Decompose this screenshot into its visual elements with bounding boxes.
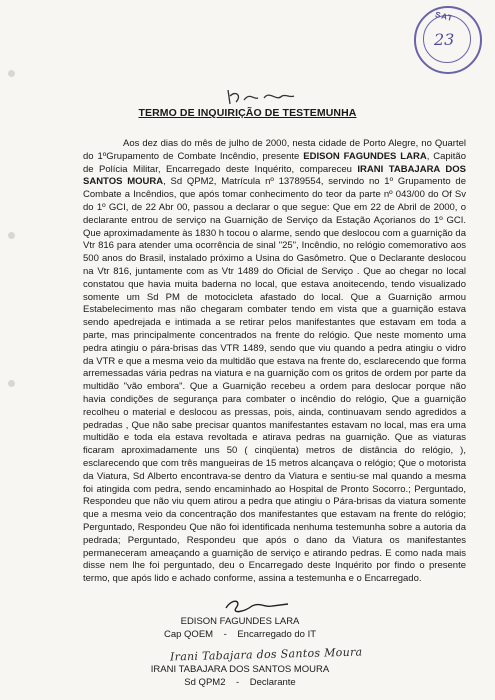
- officer-signature-name: EDISON FAGUNDES LARA: [180, 616, 300, 627]
- punch-hole: [8, 380, 15, 387]
- testimony-body: [83, 138, 466, 586]
- witness-name: IRANI TABAJARA DOS SANTOS MOURA: [83, 163, 467, 188]
- stamp-text: SAT: [434, 9, 455, 24]
- punch-hole: [8, 70, 15, 77]
- body-text: , Sd QPM2, Matrícula nº 13789554, servindo no 1º Grupamento de Combate a Incêndios, que após tomar conhecimento do teor da parte nº 043/00 do Of Sv do 1º GCI, de 22 Abr 00, passou a declarar o que segue: Que em 22 de Abril de 2000, o declarante entrou de serviço na Guarnição de Serviço da Estação Açorianos do 1º GCI. Que aproximadamente às 1830 h tocou o alarme, sendo que deslocou com a guarnição da Vtr 816 para atender uma ocorrência de sinal "25", Incêndio, no relógio comemorativo aos 500 anos do Brasil, instalado próximo a Usina do Gasômetro. Que o Declarante deslocou na Vtr 816, juntamente com as Vtr 1489 do Oficial de Serviço . Que ao chegar no local constatou que havia muita baderna no local, que estava anoitecendo, tendo visualizado somente um Sd PM de motocicleta afastado do local. Que a Guarnição armou Estabelecimento mas não chegaram combater tendo em vista que a guarnição estava sendo apedrejada e intimada a se retirar pelos manifestantes que estavam em toda a parte, mas principalmente concentrados na frente do relógio. Que neste momento uma pedra atingiu o pára-brisas das VTR 1489, sendo que viu quando a pedra atingiu o vidro da VTR e que a mesma veio da multidão que estava na frente do, esclarecendo que forma arremessadas vária pedras na viatura e na guarnição com os gritos de ordem por parte da multidão "vão embora". Que a Guarnição recebeu a ordem para deslocar porque não havia condições de segurança para combater o incêndio do relógio, Que a guarnição recolheu o material e deslocou as pressas, pois, ainda, continuavam sendo agredidos a pedradas , Que não sabe precisar quantos manifestantes estavam no local, mas era uma multidão e toda ela estava revoltada e atirava pedras na guarnição. Que as viaturas ficaram aproximadamente uns 50 ( cinqüenta) metros de distância do relógio, ), esclarecendo que com três mangueiras de 15 metros alcançava o relógio; Que o motorista da Viatura, Sd Alberto encontrava-se dentro da Viatura e sentiu-se mal quando a mesma foi atingida com pedra, sendo encaminhado ao Hospital de Pronto Socorro.; Perguntado, Respondeu que não viu quem atirou a pedra que atingiu o Pára-brisas da viatura somente que a mesma veio da concentração dos manifestantes que estavam na frente do relógio; Perguntado, Respondeu Que não foi identificada nenhuma testemunha sobre a autoria da pedrada; Perguntado, Respondeu que após o dano da Viatura os manifestantes permaneceram ameaçando a guarnição de serviço e atirando pedras. E como nada mais disse nem lhe foi perguntado, deu o Encarregado deste Inquérito por findo o presente termo, que após lido e achado conforme, assina a testemunha e o Encarregado.: [83, 176, 466, 585]
- officer-signature-block: [130, 616, 350, 641]
- official-stamp: [414, 6, 482, 74]
- officer-signature-role: Cap QOEM - Encarregado do IT: [163, 628, 317, 640]
- body-text: Aos dez dias do mês de julho de 2000, nesta cidade de Porto Alegre, no Quartel do 1ºGrupamento de Combate Incêndio, presente: [83, 138, 466, 162]
- witness-signature-role: Sd QPM2 - Declarante: [184, 676, 296, 688]
- officer-name: EDISON FAGUNDES LARA: [303, 150, 427, 162]
- handwritten-mark: [224, 86, 314, 108]
- body-text: , Capitão de Polícia Militar, Encarregado deste Inquérito, compareceu: [83, 150, 467, 175]
- witness-signature-name: IRANI TABAJARA DOS SANTOS MOURA: [150, 664, 330, 675]
- officer-signature: [222, 596, 292, 616]
- witness-handwritten-signature: Irani Tabajara dos Santos Moura: [169, 645, 363, 664]
- punch-hole: [8, 232, 15, 239]
- witness-signature-block: [130, 664, 350, 689]
- document-title: TERMO DE INQUIRIÇÃO DE TESTEMUNHA: [138, 107, 357, 119]
- stamp-page-number: 23: [434, 30, 455, 49]
